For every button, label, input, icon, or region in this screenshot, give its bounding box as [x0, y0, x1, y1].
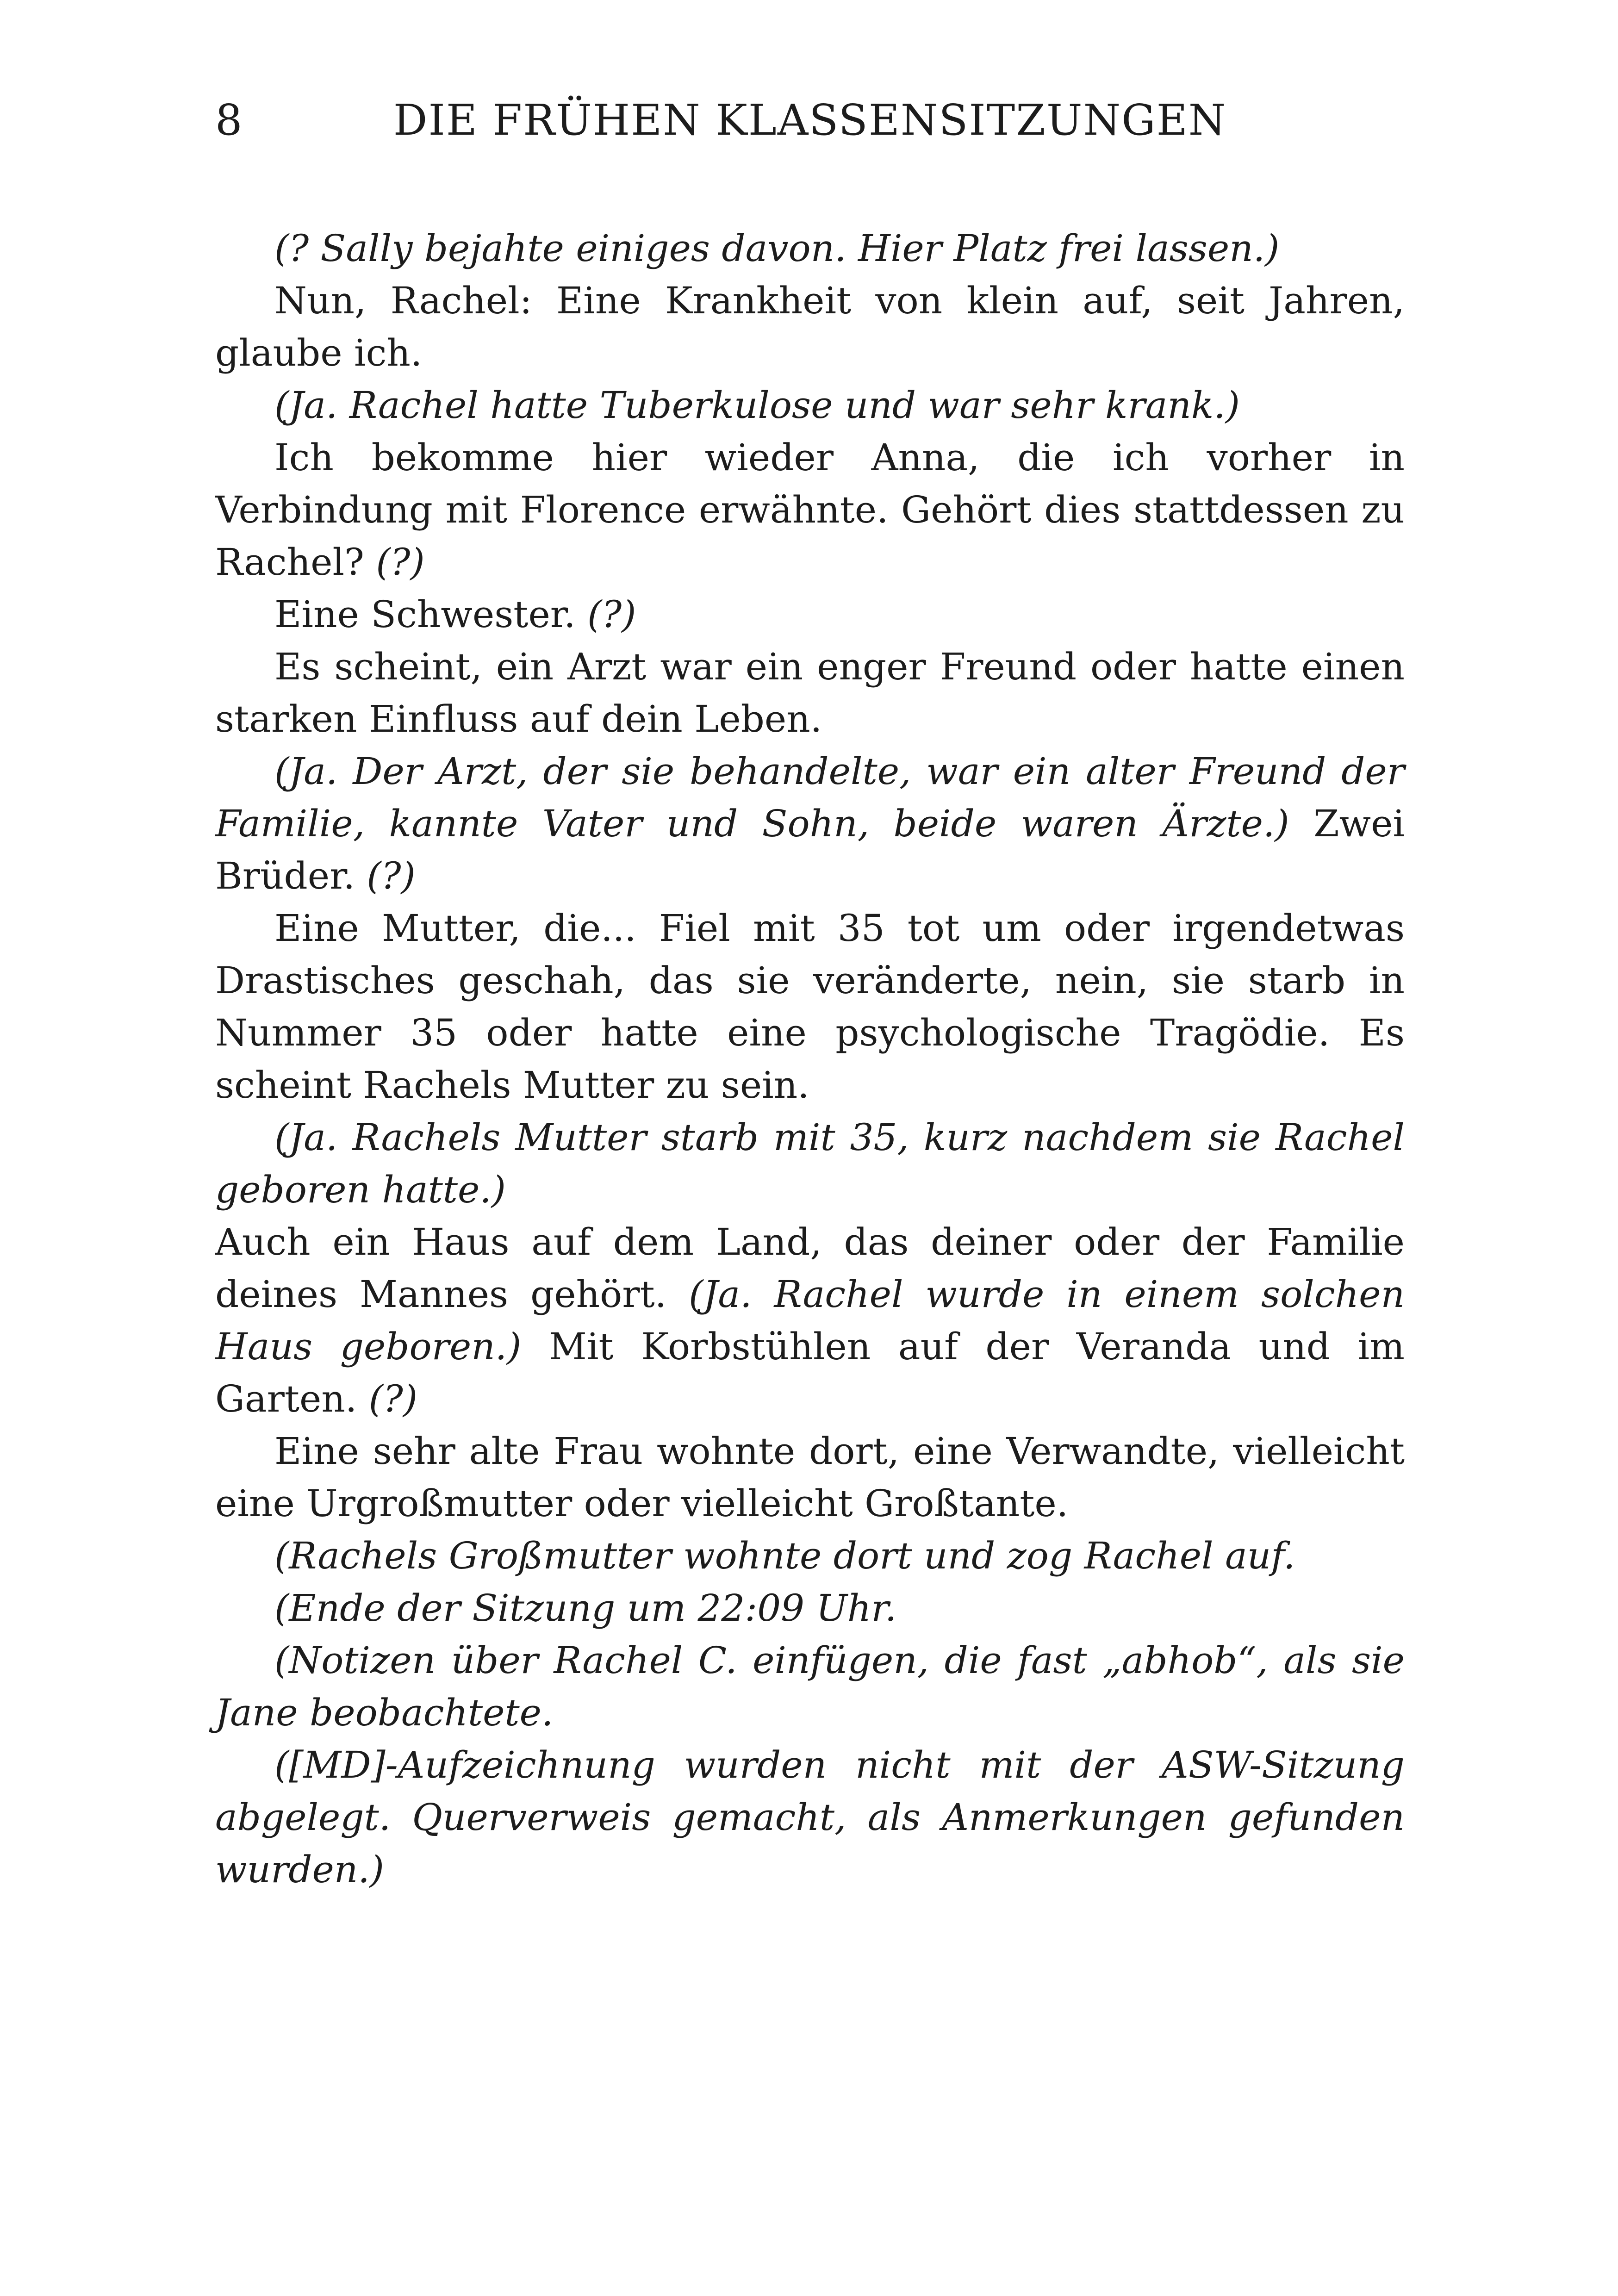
paragraph	[215, 431, 1405, 588]
page-number: 8	[215, 95, 243, 145]
session-text: Auch ein Haus auf dem Land, das deiner oder der Familie deines Mannes gehört.	[215, 1220, 1405, 1316]
editorial-note: (Rachels Großmutter wohnte dort und zog Rachel auf.	[274, 1534, 1295, 1577]
editorial-note: (Ja. Rachel wurde in einem solchen Haus geboren.)	[215, 1273, 1405, 1368]
running-head	[215, 93, 1405, 148]
paragraph	[215, 1582, 1405, 1634]
paragraph	[215, 222, 1405, 274]
editorial-note: (Ja. Der Arzt, der sie behandelte, war ein alter Freund der Familie, kannte Vater und Sohn, beide waren Ärzte.)	[215, 750, 1405, 845]
session-text: Eine Schwester.	[274, 593, 588, 636]
editorial-note: (Ja. Rachel hatte Tuberkulose und war sehr krank.)	[274, 384, 1240, 427]
paragraph	[215, 1216, 1405, 1425]
editorial-note: (Ende der Sitzung um 22:09 Uhr.	[274, 1587, 897, 1630]
session-text: Eine sehr alte Frau wohnte dort, eine Verwandte, vielleicht eine Urgroßmutter oder vielleicht Großtante.	[215, 1430, 1405, 1525]
session-text: Ich bekomme hier wieder Anna, die ich vorher in Verbindung mit Florence erwähnte. Gehört dies stattdessen zu Rachel?	[215, 436, 1405, 584]
editorial-note: (? Sally bejahte einiges davon. Hier Platz frei lassen.)	[274, 227, 1280, 270]
paragraph	[215, 1739, 1405, 1896]
session-text: Nun, Rachel: Eine Krankheit von klein auf, seit Jahren, glaube ich.	[215, 279, 1405, 374]
paragraph	[215, 588, 1405, 641]
session-text: Es scheint, ein Arzt war ein enger Freund oder hatte einen starken Einfluss auf dein Leben.	[215, 645, 1405, 740]
editorial-note: (?)	[587, 593, 636, 636]
running-title: DIE FRÜHEN KLASSENSITZUNGEN	[393, 95, 1227, 145]
session-text: Mit Korbstühlen auf der Veranda und im Garten.	[215, 1325, 1405, 1420]
editorial-note: (Ja. Rachels Mutter starb mit 35, kurz nachdem sie Rachel geboren hatte.)	[215, 1116, 1405, 1211]
paragraph	[215, 1530, 1405, 1582]
session-text: Zwei Brüder.	[215, 802, 1405, 897]
editorial-note: ([MD]-Aufzeichnung wurden nicht mit der ASW-Sitzung abgelegt. Querverweis gemacht, als Anmerkungen gefunden wurden.)	[215, 1743, 1405, 1891]
paragraph	[215, 1425, 1405, 1530]
editorial-note: (Notizen über Rachel C. einfügen, die fast „abhob“, als sie Jane beobachtete.	[215, 1639, 1405, 1734]
paragraph	[215, 274, 1405, 379]
editorial-note: (?)	[368, 1377, 418, 1420]
editorial-note: (?)	[376, 541, 425, 584]
session-text: Eine Mutter, die... Fiel mit 35 tot um oder irgendetwas Drastisches geschah, das sie veränderte, nein, sie starb in Nummer 35 oder hatte eine psychologische Tragödie. Es scheint Rachels Mutter zu sein.	[215, 907, 1405, 1107]
paragraph	[215, 641, 1405, 745]
paragraph	[215, 379, 1405, 431]
editorial-note: (?)	[367, 854, 416, 897]
body-text	[215, 222, 1405, 1896]
paragraph	[215, 1634, 1405, 1739]
paragraph	[215, 745, 1405, 902]
paragraph	[215, 1111, 1405, 1216]
paragraph	[215, 902, 1405, 1111]
